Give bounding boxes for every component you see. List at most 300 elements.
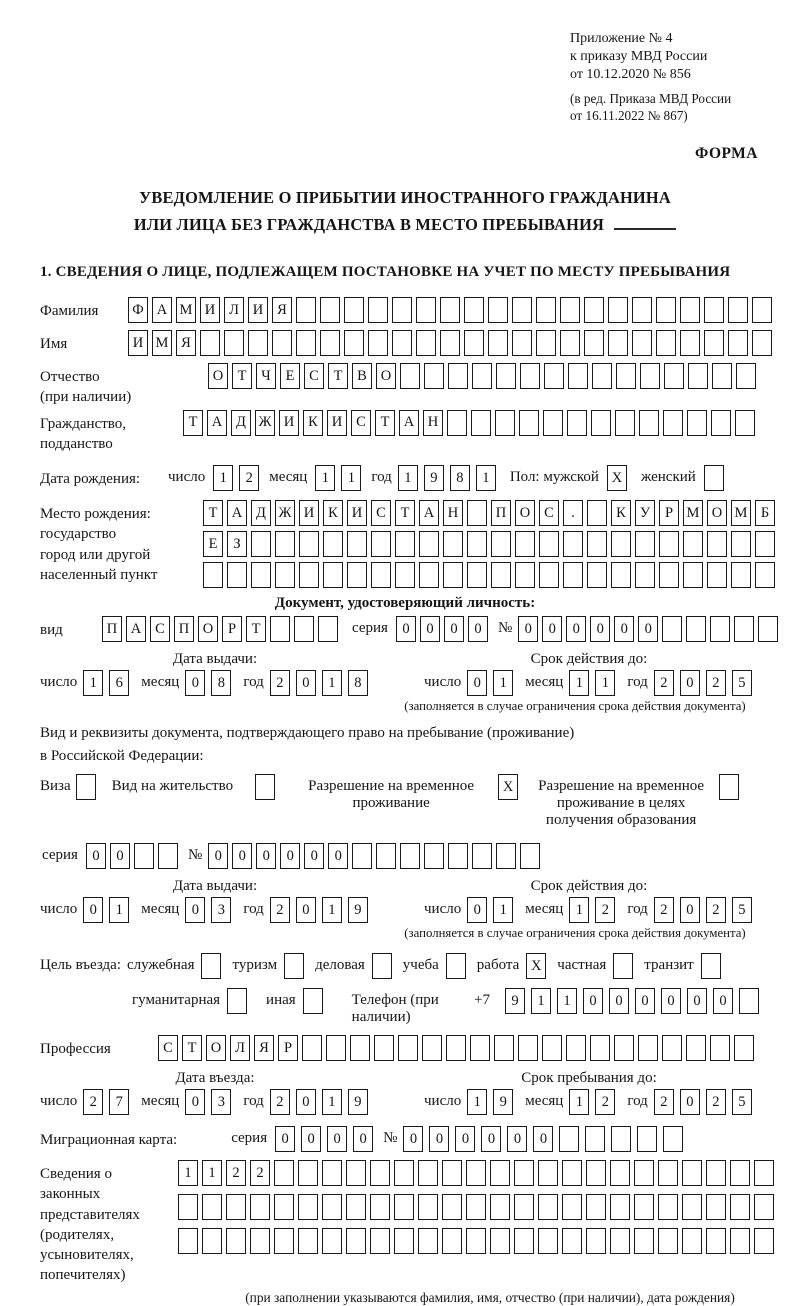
form-cell[interactable] <box>706 1194 726 1220</box>
form-cell[interactable] <box>758 616 778 642</box>
form-cell[interactable] <box>178 1228 198 1254</box>
form-cell[interactable] <box>701 953 721 979</box>
form-cell[interactable] <box>371 562 391 588</box>
form-cell[interactable]: И <box>347 500 367 526</box>
form-cell[interactable]: 1 <box>476 465 496 491</box>
form-cell[interactable] <box>443 531 463 557</box>
form-cell[interactable]: 0 <box>304 843 324 869</box>
form-cell[interactable]: У <box>635 500 655 526</box>
form-cell[interactable]: 0 <box>590 616 610 642</box>
form-cell[interactable] <box>370 1194 390 1220</box>
form-cell[interactable] <box>298 1160 318 1186</box>
form-cell[interactable] <box>488 330 508 356</box>
form-cell[interactable] <box>514 1228 534 1254</box>
form-cell[interactable]: 5 <box>732 897 752 923</box>
form-cell[interactable] <box>251 562 271 588</box>
form-cell[interactable] <box>370 1228 390 1254</box>
form-cell[interactable] <box>586 1160 606 1186</box>
form-cell[interactable] <box>514 1160 534 1186</box>
form-cell[interactable] <box>562 1228 582 1254</box>
form-cell[interactable]: 1 <box>322 670 342 696</box>
form-cell[interactable] <box>659 531 679 557</box>
form-cell[interactable]: М <box>152 330 172 356</box>
form-cell[interactable] <box>752 297 772 323</box>
form-cell[interactable]: X <box>607 465 627 491</box>
form-cell[interactable] <box>543 410 563 436</box>
form-cell[interactable] <box>562 1160 582 1186</box>
form-cell[interactable]: 0 <box>296 670 316 696</box>
form-cell[interactable] <box>322 1160 342 1186</box>
form-cell[interactable] <box>346 1194 366 1220</box>
form-cell[interactable] <box>735 410 755 436</box>
form-cell[interactable]: 0 <box>680 670 700 696</box>
form-cell[interactable] <box>560 297 580 323</box>
form-cell[interactable]: 0 <box>185 1089 205 1115</box>
form-cell[interactable]: 6 <box>109 670 129 696</box>
form-cell[interactable]: 0 <box>328 843 348 869</box>
form-cell[interactable] <box>467 562 487 588</box>
form-cell[interactable] <box>296 330 316 356</box>
form-cell[interactable] <box>611 562 631 588</box>
form-cell[interactable] <box>731 531 751 557</box>
form-cell[interactable] <box>682 1194 702 1220</box>
form-cell[interactable]: 1 <box>83 670 103 696</box>
form-cell[interactable]: 1 <box>557 988 577 1014</box>
form-cell[interactable]: Т <box>375 410 395 436</box>
form-cell[interactable] <box>395 562 415 588</box>
form-cell[interactable] <box>318 616 338 642</box>
form-cell[interactable]: 0 <box>467 670 487 696</box>
form-cell[interactable] <box>704 465 724 491</box>
form-cell[interactable] <box>326 1035 346 1061</box>
form-cell[interactable]: 0 <box>518 616 538 642</box>
form-cell[interactable] <box>736 363 756 389</box>
form-cell[interactable]: О <box>376 363 396 389</box>
form-cell[interactable] <box>610 1194 630 1220</box>
form-cell[interactable] <box>394 1194 414 1220</box>
form-cell[interactable] <box>710 616 730 642</box>
form-cell[interactable] <box>392 297 412 323</box>
form-cell[interactable] <box>635 562 655 588</box>
form-cell[interactable] <box>704 297 724 323</box>
form-cell[interactable] <box>424 843 444 869</box>
form-cell[interactable]: С <box>304 363 324 389</box>
form-cell[interactable] <box>682 1228 702 1254</box>
form-cell[interactable] <box>686 1035 706 1061</box>
form-cell[interactable]: 1 <box>569 670 589 696</box>
form-cell[interactable] <box>634 1228 654 1254</box>
form-cell[interactable] <box>370 1160 390 1186</box>
form-cell[interactable]: 1 <box>493 897 513 923</box>
form-cell[interactable]: С <box>371 500 391 526</box>
form-cell[interactable] <box>734 616 754 642</box>
form-cell[interactable] <box>418 1160 438 1186</box>
form-cell[interactable]: И <box>248 297 268 323</box>
form-cell[interactable] <box>203 562 223 588</box>
form-cell[interactable] <box>663 1126 683 1152</box>
form-cell[interactable]: 0 <box>83 897 103 923</box>
form-cell[interactable]: А <box>207 410 227 436</box>
form-cell[interactable] <box>303 988 323 1014</box>
form-cell[interactable] <box>658 1160 678 1186</box>
form-cell[interactable] <box>637 1126 657 1152</box>
form-cell[interactable]: 1 <box>315 465 335 491</box>
form-cell[interactable] <box>296 297 316 323</box>
form-cell[interactable] <box>446 953 466 979</box>
form-cell[interactable] <box>346 1228 366 1254</box>
form-cell[interactable]: 0 <box>635 988 655 1014</box>
form-cell[interactable]: Л <box>224 297 244 323</box>
form-cell[interactable]: В <box>352 363 372 389</box>
form-cell[interactable]: 0 <box>280 843 300 869</box>
form-cell[interactable] <box>344 330 364 356</box>
form-cell[interactable]: 0 <box>533 1126 553 1152</box>
form-cell[interactable] <box>662 616 682 642</box>
form-cell[interactable]: 0 <box>275 1126 295 1152</box>
form-cell[interactable] <box>443 562 463 588</box>
form-cell[interactable] <box>368 297 388 323</box>
form-cell[interactable] <box>226 1228 246 1254</box>
form-cell[interactable]: 0 <box>444 616 464 642</box>
form-cell[interactable]: 0 <box>467 897 487 923</box>
form-cell[interactable] <box>542 1035 562 1061</box>
form-cell[interactable] <box>464 297 484 323</box>
form-cell[interactable] <box>442 1228 462 1254</box>
form-cell[interactable] <box>440 330 460 356</box>
form-cell[interactable] <box>538 1160 558 1186</box>
form-cell[interactable]: Т <box>203 500 223 526</box>
form-cell[interactable] <box>632 297 652 323</box>
form-cell[interactable] <box>440 297 460 323</box>
form-cell[interactable] <box>568 363 588 389</box>
form-cell[interactable] <box>392 330 412 356</box>
form-cell[interactable] <box>538 1194 558 1220</box>
form-cell[interactable]: Я <box>254 1035 274 1061</box>
form-cell[interactable] <box>419 562 439 588</box>
form-cell[interactable] <box>202 1228 222 1254</box>
form-cell[interactable] <box>656 330 676 356</box>
form-cell[interactable] <box>274 1160 294 1186</box>
form-cell[interactable]: X <box>498 774 518 800</box>
form-cell[interactable] <box>680 297 700 323</box>
form-cell[interactable]: М <box>731 500 751 526</box>
form-cell[interactable] <box>710 1035 730 1061</box>
form-cell[interactable]: 1 <box>213 465 233 491</box>
form-cell[interactable]: 2 <box>706 1089 726 1115</box>
form-cell[interactable]: 0 <box>86 843 106 869</box>
form-cell[interactable]: 0 <box>301 1126 321 1152</box>
form-cell[interactable] <box>323 531 343 557</box>
form-cell[interactable] <box>227 562 247 588</box>
form-cell[interactable] <box>368 330 388 356</box>
form-cell[interactable] <box>584 297 604 323</box>
form-cell[interactable] <box>374 1035 394 1061</box>
form-cell[interactable] <box>448 363 468 389</box>
form-cell[interactable]: Ч <box>256 363 276 389</box>
form-cell[interactable] <box>400 843 420 869</box>
form-cell[interactable] <box>728 330 748 356</box>
form-cell[interactable] <box>683 562 703 588</box>
form-cell[interactable] <box>514 1194 534 1220</box>
form-cell[interactable] <box>467 500 487 526</box>
form-cell[interactable] <box>614 1035 634 1061</box>
form-cell[interactable] <box>250 1228 270 1254</box>
form-cell[interactable] <box>495 410 515 436</box>
form-cell[interactable]: 1 <box>595 670 615 696</box>
form-cell[interactable] <box>134 843 154 869</box>
form-cell[interactable] <box>274 1194 294 1220</box>
form-cell[interactable]: 0 <box>713 988 733 1014</box>
form-cell[interactable]: Р <box>222 616 242 642</box>
form-cell[interactable]: 0 <box>507 1126 527 1152</box>
form-cell[interactable] <box>471 410 491 436</box>
form-cell[interactable] <box>320 330 340 356</box>
form-cell[interactable] <box>520 843 540 869</box>
form-cell[interactable] <box>251 531 271 557</box>
form-cell[interactable] <box>632 330 652 356</box>
form-cell[interactable]: С <box>539 500 559 526</box>
form-cell[interactable]: Т <box>183 410 203 436</box>
form-cell[interactable] <box>563 562 583 588</box>
form-cell[interactable] <box>394 1160 414 1186</box>
form-cell[interactable]: 0 <box>468 616 488 642</box>
form-cell[interactable] <box>731 562 751 588</box>
form-cell[interactable] <box>730 1160 750 1186</box>
form-cell[interactable] <box>634 1194 654 1220</box>
form-cell[interactable] <box>512 297 532 323</box>
form-cell[interactable] <box>418 1228 438 1254</box>
form-cell[interactable]: Т <box>232 363 252 389</box>
form-cell[interactable]: К <box>303 410 323 436</box>
form-cell[interactable]: Т <box>246 616 266 642</box>
form-cell[interactable]: 2 <box>226 1160 246 1186</box>
form-cell[interactable]: К <box>323 500 343 526</box>
form-cell[interactable] <box>512 330 532 356</box>
form-cell[interactable] <box>730 1228 750 1254</box>
form-cell[interactable] <box>419 531 439 557</box>
form-cell[interactable] <box>754 1194 774 1220</box>
form-cell[interactable]: 1 <box>569 1089 589 1115</box>
form-cell[interactable]: 2 <box>706 670 726 696</box>
form-cell[interactable] <box>728 297 748 323</box>
form-cell[interactable] <box>587 500 607 526</box>
form-cell[interactable] <box>611 531 631 557</box>
form-cell[interactable]: П <box>174 616 194 642</box>
form-cell[interactable]: 2 <box>250 1160 270 1186</box>
form-cell[interactable]: 1 <box>202 1160 222 1186</box>
form-cell[interactable]: О <box>707 500 727 526</box>
form-cell[interactable] <box>704 330 724 356</box>
form-cell[interactable]: Б <box>755 500 775 526</box>
form-cell[interactable]: Ж <box>275 500 295 526</box>
form-cell[interactable] <box>467 531 487 557</box>
form-cell[interactable]: 2 <box>595 1089 615 1115</box>
form-cell[interactable]: И <box>128 330 148 356</box>
form-cell[interactable] <box>562 1194 582 1220</box>
form-cell[interactable] <box>687 410 707 436</box>
form-cell[interactable] <box>255 774 275 800</box>
form-cell[interactable] <box>560 330 580 356</box>
form-cell[interactable] <box>730 1194 750 1220</box>
form-cell[interactable]: 1 <box>109 897 129 923</box>
form-cell[interactable] <box>538 1228 558 1254</box>
form-cell[interactable] <box>591 410 611 436</box>
form-cell[interactable] <box>544 363 564 389</box>
form-cell[interactable] <box>520 363 540 389</box>
form-cell[interactable] <box>466 1194 486 1220</box>
form-cell[interactable]: 0 <box>208 843 228 869</box>
form-cell[interactable]: . <box>563 500 583 526</box>
form-cell[interactable] <box>682 1160 702 1186</box>
form-cell[interactable] <box>752 330 772 356</box>
form-cell[interactable] <box>466 1228 486 1254</box>
form-cell[interactable]: Р <box>278 1035 298 1061</box>
form-cell[interactable] <box>656 297 676 323</box>
form-cell[interactable] <box>464 330 484 356</box>
form-cell[interactable] <box>515 562 535 588</box>
form-cell[interactable] <box>490 1228 510 1254</box>
form-cell[interactable]: 0 <box>583 988 603 1014</box>
form-cell[interactable]: 2 <box>270 897 290 923</box>
form-cell[interactable]: 2 <box>239 465 259 491</box>
form-cell[interactable] <box>422 1035 442 1061</box>
form-cell[interactable]: О <box>515 500 535 526</box>
form-cell[interactable] <box>320 297 340 323</box>
form-cell[interactable]: А <box>399 410 419 436</box>
form-cell[interactable]: 0 <box>353 1126 373 1152</box>
form-cell[interactable] <box>344 297 364 323</box>
form-cell[interactable]: 0 <box>566 616 586 642</box>
form-cell[interactable] <box>178 1194 198 1220</box>
form-cell[interactable]: 2 <box>654 1089 674 1115</box>
form-cell[interactable]: Я <box>176 330 196 356</box>
form-cell[interactable] <box>539 562 559 588</box>
form-cell[interactable] <box>610 1228 630 1254</box>
form-cell[interactable] <box>616 363 636 389</box>
form-cell[interactable]: И <box>299 500 319 526</box>
form-cell[interactable]: 1 <box>322 1089 342 1115</box>
form-cell[interactable] <box>610 1160 630 1186</box>
form-cell[interactable] <box>711 410 731 436</box>
form-cell[interactable] <box>706 1228 726 1254</box>
form-cell[interactable]: 0 <box>481 1126 501 1152</box>
form-cell[interactable] <box>584 330 604 356</box>
form-cell[interactable] <box>322 1228 342 1254</box>
form-cell[interactable] <box>567 410 587 436</box>
form-cell[interactable] <box>250 1194 270 1220</box>
form-cell[interactable]: О <box>198 616 218 642</box>
form-cell[interactable] <box>371 531 391 557</box>
form-cell[interactable]: 0 <box>680 897 700 923</box>
form-cell[interactable] <box>376 843 396 869</box>
form-cell[interactable]: 0 <box>687 988 707 1014</box>
form-cell[interactable]: 2 <box>654 670 674 696</box>
form-cell[interactable] <box>275 531 295 557</box>
form-cell[interactable]: 3 <box>211 897 231 923</box>
form-cell[interactable] <box>683 531 703 557</box>
form-cell[interactable]: Л <box>230 1035 250 1061</box>
form-cell[interactable]: 9 <box>348 1089 368 1115</box>
form-cell[interactable] <box>634 1160 654 1186</box>
form-cell[interactable] <box>712 363 732 389</box>
form-cell[interactable]: 1 <box>341 465 361 491</box>
form-cell[interactable] <box>416 330 436 356</box>
form-cell[interactable]: С <box>351 410 371 436</box>
form-cell[interactable]: 2 <box>595 897 615 923</box>
form-cell[interactable]: 0 <box>327 1126 347 1152</box>
form-cell[interactable] <box>639 410 659 436</box>
form-cell[interactable] <box>490 1160 510 1186</box>
form-cell[interactable] <box>298 1194 318 1220</box>
form-cell[interactable]: Н <box>423 410 443 436</box>
form-cell[interactable]: 0 <box>110 843 130 869</box>
form-cell[interactable] <box>416 297 436 323</box>
form-cell[interactable] <box>491 531 511 557</box>
form-cell[interactable] <box>158 843 178 869</box>
form-cell[interactable]: 0 <box>680 1089 700 1115</box>
form-cell[interactable] <box>640 363 660 389</box>
form-cell[interactable]: 0 <box>420 616 440 642</box>
form-cell[interactable] <box>707 531 727 557</box>
form-cell[interactable]: 8 <box>348 670 368 696</box>
form-cell[interactable]: 3 <box>211 1089 231 1115</box>
form-cell[interactable]: Т <box>328 363 348 389</box>
form-cell[interactable] <box>224 330 244 356</box>
form-cell[interactable]: Е <box>280 363 300 389</box>
form-cell[interactable]: 1 <box>531 988 551 1014</box>
form-cell[interactable] <box>395 531 415 557</box>
form-cell[interactable] <box>519 410 539 436</box>
form-cell[interactable] <box>470 1035 490 1061</box>
form-cell[interactable]: 5 <box>732 670 752 696</box>
form-cell[interactable] <box>272 330 292 356</box>
form-cell[interactable] <box>350 1035 370 1061</box>
form-cell[interactable] <box>707 562 727 588</box>
form-cell[interactable]: 0 <box>609 988 629 1014</box>
form-cell[interactable]: А <box>126 616 146 642</box>
form-cell[interactable] <box>227 988 247 1014</box>
form-cell[interactable]: 5 <box>732 1089 752 1115</box>
form-cell[interactable] <box>613 953 633 979</box>
form-cell[interactable] <box>418 1194 438 1220</box>
form-cell[interactable]: И <box>279 410 299 436</box>
form-cell[interactable] <box>274 1228 294 1254</box>
form-cell[interactable]: И <box>200 297 220 323</box>
form-cell[interactable] <box>739 988 759 1014</box>
form-cell[interactable]: 1 <box>322 897 342 923</box>
form-cell[interactable]: И <box>327 410 347 436</box>
form-cell[interactable]: 0 <box>232 843 252 869</box>
form-cell[interactable] <box>586 1194 606 1220</box>
form-cell[interactable]: 0 <box>638 616 658 642</box>
form-cell[interactable] <box>608 330 628 356</box>
form-cell[interactable] <box>442 1194 462 1220</box>
form-cell[interactable]: С <box>150 616 170 642</box>
form-cell[interactable]: X <box>526 953 546 979</box>
form-cell[interactable]: Д <box>231 410 251 436</box>
form-cell[interactable] <box>635 531 655 557</box>
form-cell[interactable] <box>496 363 516 389</box>
form-cell[interactable]: 8 <box>450 465 470 491</box>
form-cell[interactable] <box>586 1228 606 1254</box>
form-cell[interactable] <box>490 1194 510 1220</box>
form-cell[interactable] <box>275 562 295 588</box>
form-cell[interactable]: М <box>176 297 196 323</box>
form-cell[interactable]: Я <box>272 297 292 323</box>
form-cell[interactable]: 0 <box>403 1126 423 1152</box>
form-cell[interactable] <box>585 1126 605 1152</box>
form-cell[interactable] <box>488 297 508 323</box>
